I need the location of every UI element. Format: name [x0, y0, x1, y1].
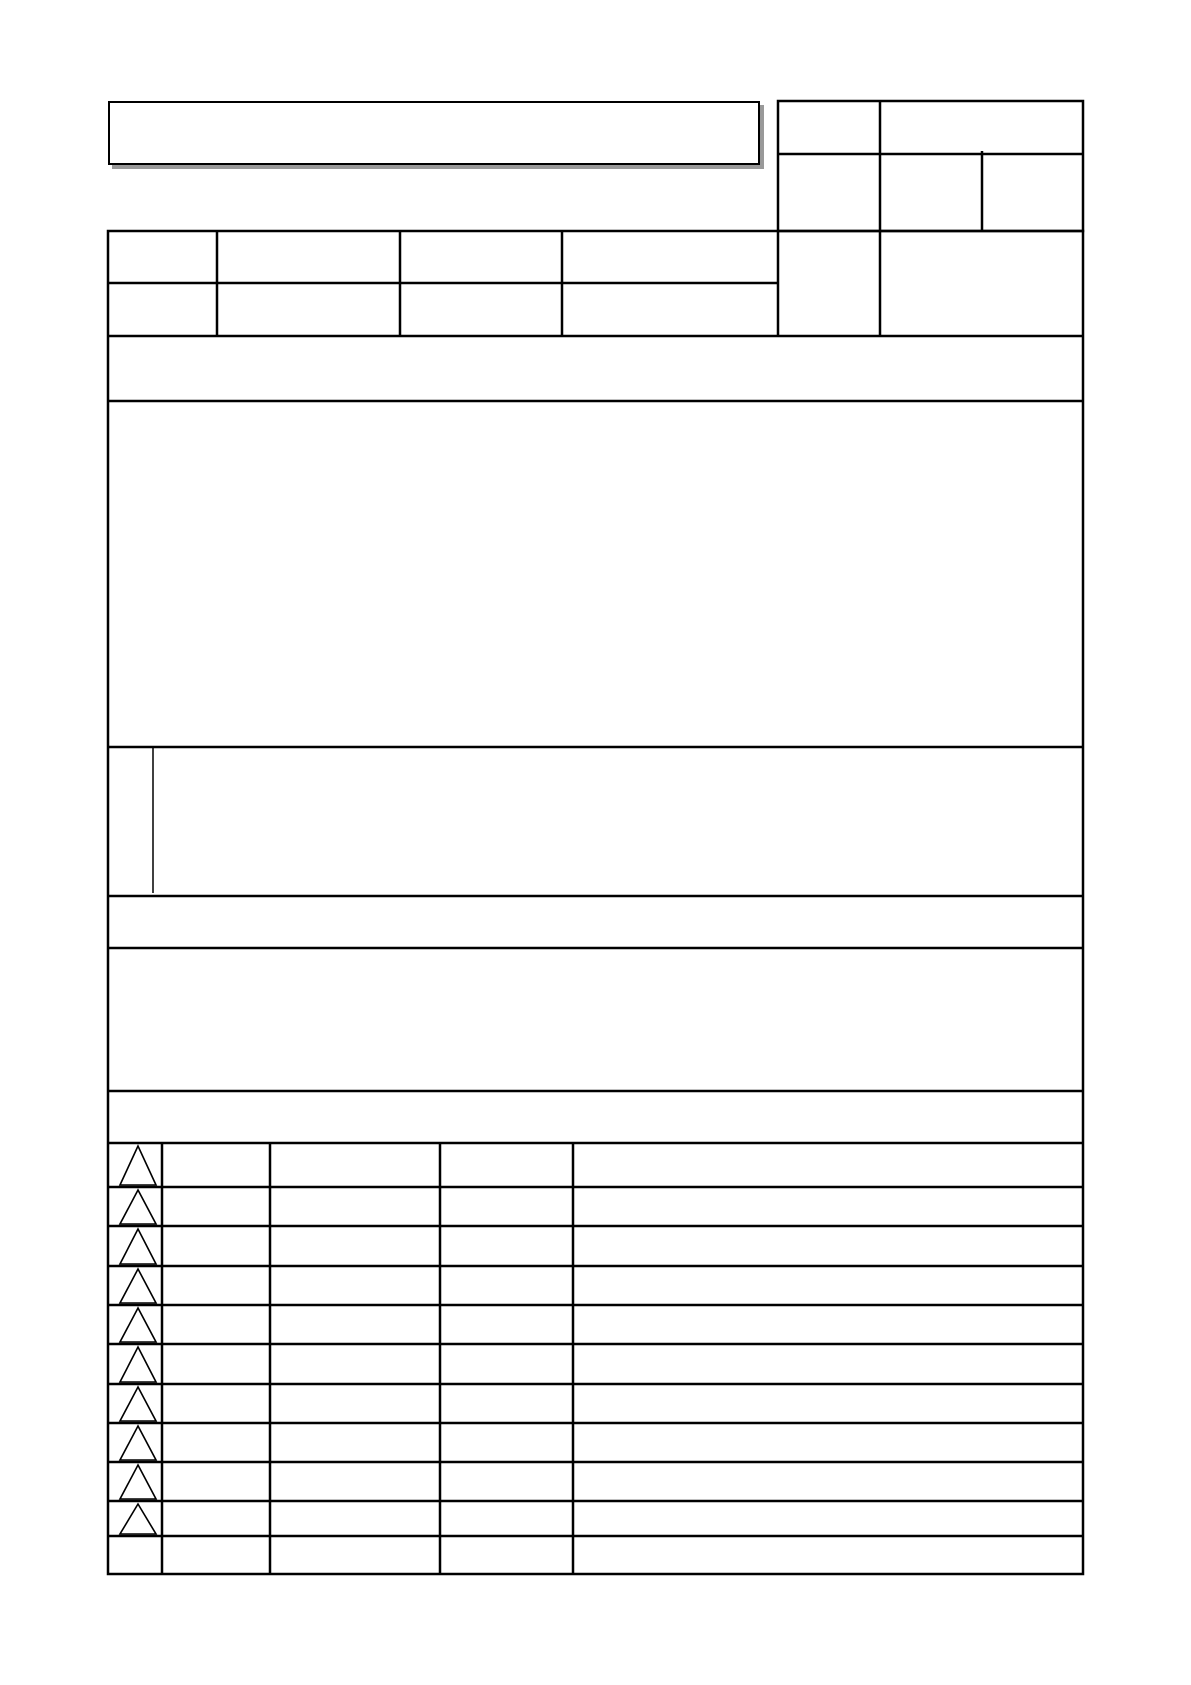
revision-triangle-icon [120, 1387, 156, 1421]
revision-triangle-icon [120, 1308, 156, 1342]
revision-triangle-icon [120, 1347, 156, 1382]
revision-marks [120, 1146, 156, 1534]
revision-triangle-icon [120, 1426, 156, 1460]
main-frame [108, 231, 1083, 1574]
revision-table [108, 1143, 1083, 1574]
revision-triangle-icon [120, 1229, 156, 1264]
revision-triangle-icon [120, 1269, 156, 1303]
revision-triangle-icon [120, 1504, 156, 1534]
header-grid [108, 101, 1083, 1574]
approval-block [778, 101, 1083, 231]
revision-triangle-icon [120, 1146, 156, 1185]
revision-triangle-icon [120, 1465, 156, 1499]
revision-row-lines [108, 1187, 1083, 1536]
revision-triangle-icon [120, 1190, 156, 1224]
